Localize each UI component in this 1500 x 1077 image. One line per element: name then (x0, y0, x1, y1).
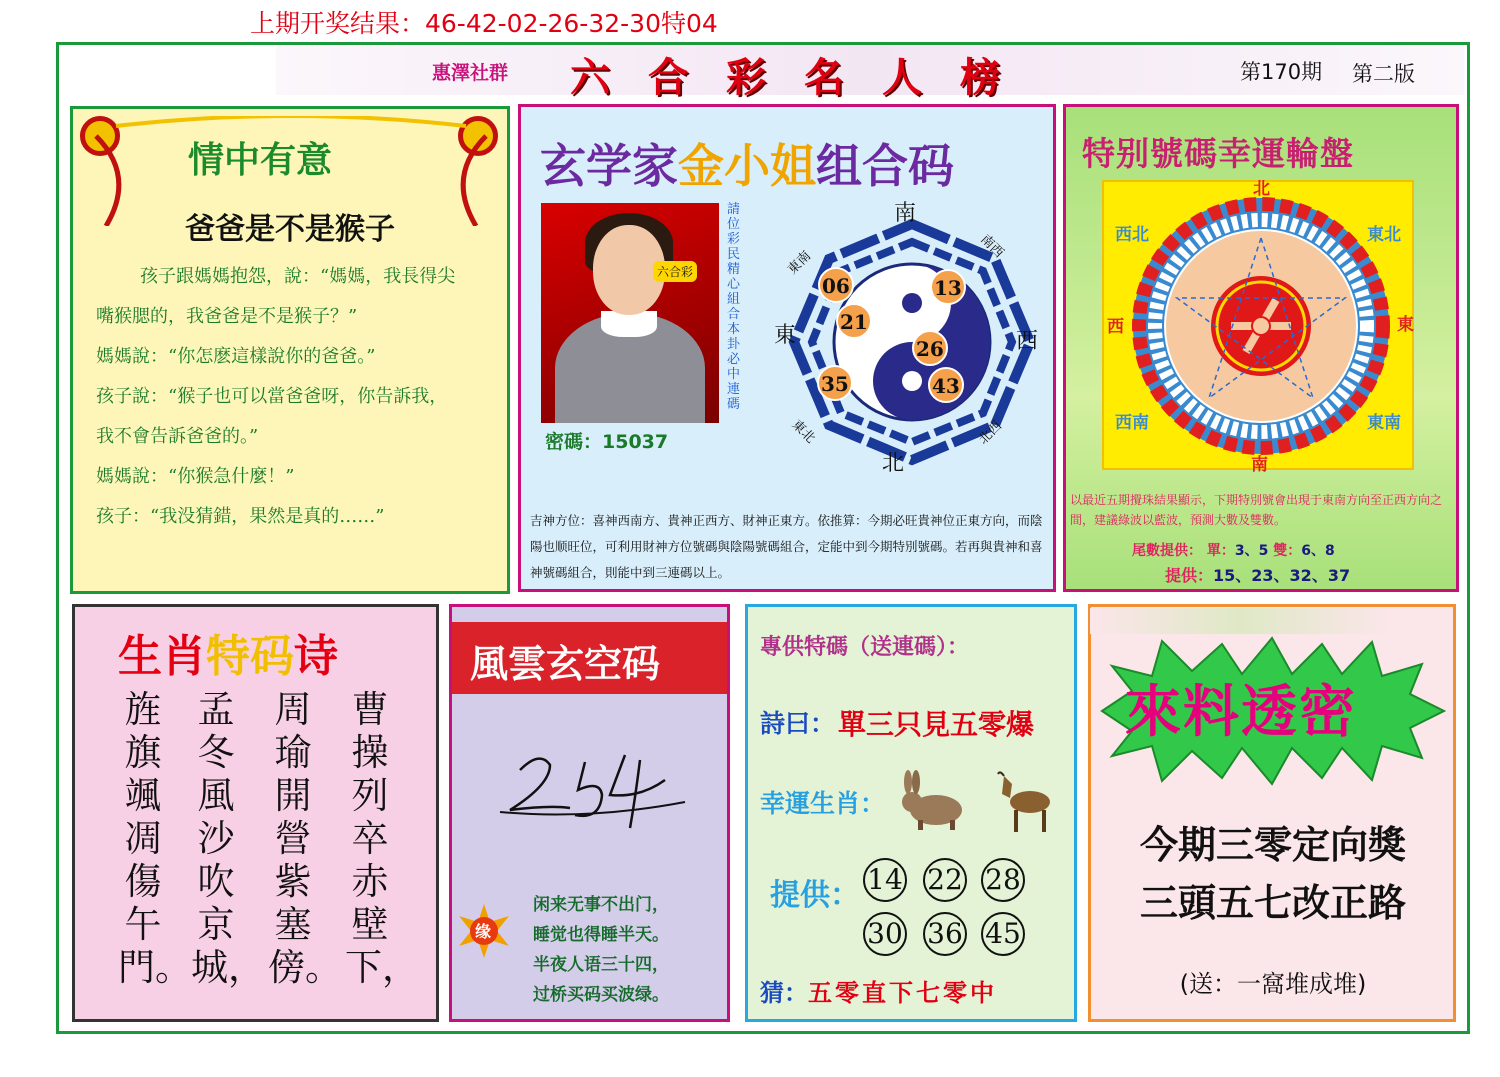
guess-line (760, 973, 997, 1008)
edition-label: 第二版 (1352, 62, 1415, 86)
wheel-southwest: 西南 (1115, 413, 1149, 433)
issue-number: 第170期 (1240, 60, 1323, 84)
bagua-number: 13 (934, 276, 962, 300)
combo-vertical-text: 請位彩民精心組合本卦必中連碼 (727, 202, 741, 412)
handwritten-signature (490, 740, 690, 830)
fate-badge-label: 缘 (475, 922, 492, 941)
bagua-number: 43 (932, 374, 960, 398)
bagua-number: 21 (840, 310, 868, 334)
provide-label: 提供： (770, 878, 860, 913)
wheel-northwest: 西北 (1115, 225, 1149, 245)
special-number: 14 (863, 858, 907, 902)
poem-title (118, 620, 338, 684)
bagua-northwest: 北西 (975, 418, 1005, 448)
bagua-diagram (770, 192, 1054, 476)
tail-double-value: 6、8 (1301, 543, 1335, 559)
poem-title-part: 特码 (206, 631, 294, 682)
poem-column: 周瑜開營紫塞傍。 (268, 688, 342, 989)
poem-column: 旌旗颯凋傷午門。 (118, 688, 192, 989)
wheel-southeast: 東南 (1367, 413, 1401, 433)
bagua-east: 東 (774, 323, 797, 348)
spokeswoman-photo (541, 203, 719, 423)
wheel-east: 東 (1397, 315, 1414, 335)
inside-info-title: 來料透密 (1125, 680, 1357, 745)
bagua-southeast: 東南 (785, 248, 815, 278)
inside-info-line: 三頭五七改正路 (1139, 881, 1406, 925)
bagua-southwest: 南西 (977, 231, 1007, 261)
joke-headline: 爸爸是不是猴子 (185, 212, 395, 247)
bagua-number: 26 (916, 337, 944, 361)
xuankong-poem-line: 睡觉也得睡半天。 (533, 925, 669, 945)
poem-label: 詩曰： (760, 709, 836, 738)
poem-title-part: 生肖 (118, 631, 206, 682)
xuankong-poem-line: 半夜人语三十四， (533, 955, 669, 975)
bagua-north: 北 (882, 451, 905, 476)
poem-title-part: 诗 (294, 631, 338, 682)
fate-badge-icon (455, 902, 513, 960)
guess-value: 五零直下七零中 (808, 979, 997, 1007)
lucky-wheel (1105, 180, 1417, 472)
blur-strip (1090, 608, 1390, 634)
last-draw-result: 上期开奖结果：46-42-02-26-32-30特04 (250, 9, 718, 38)
bagua-northeast: 東北 (788, 417, 818, 447)
joke-line: 孩子說：“猴子也可以當爸爸呀，你告訴我， (96, 386, 448, 407)
tail-label: 尾數提供： (1132, 543, 1202, 559)
joke-line: 我不會告訴爸爸的。” (96, 426, 259, 447)
provide-label: 提供： (1165, 566, 1214, 585)
guess-label: 猜： (760, 979, 808, 1007)
special-poem: 單三只見五零爆 (838, 708, 1035, 741)
wheel-south: 南 (1251, 455, 1268, 472)
joke-line: 嘴猴腮的，我爸爸是不是猴子？” (96, 306, 358, 327)
page-title: 六合彩名人榜 (570, 54, 1038, 101)
wheel-provide (1165, 563, 1350, 586)
xuankong-poem-line: 过桥买码买波绿。 (533, 985, 669, 1005)
combo-title-part: 组合码 (816, 139, 954, 193)
combo-description: 吉神方位：喜神西南方、貴神正西方、財神正東方。依推算：今期必旺貴神位正東方向，而陰陽也顺旺位，可利用財神方位號碼與陰陽號碼組合，定能中到今期特別號碼。若再與貴神和喜神號碼組合，則能中到三連碼以上。 (530, 513, 1043, 580)
wheel-description: 以最近五期攪珠結果顯示，下期特別號會出現于東南方向至正西方向之間，建議綠波以藍波，預測大數及雙數。 (1070, 493, 1443, 527)
lucky-zodiac-label: 幸運生肖： (760, 789, 886, 818)
tail-single-label: 單： (1206, 543, 1235, 559)
combo-title (540, 130, 954, 196)
combo-title-part: 玄学家 (540, 139, 678, 193)
xuankong-poem-line: 闲来无事不出门， (533, 895, 669, 915)
joke-line: 孩子：“我没猜錯，果然是真的……” (96, 506, 385, 527)
provide-value: 15、23、32、37 (1213, 566, 1351, 585)
wheel-title: 特别號碼幸運輪盤 (1082, 134, 1354, 173)
bagua-south: 南 (894, 201, 917, 226)
rabbit-icon (898, 770, 968, 832)
bagua-number: 06 (822, 274, 850, 298)
special-number: 30 (863, 912, 907, 956)
poem-column: 曹操列卒赤壁下， (345, 688, 419, 989)
combo-title-part: 金小姐 (678, 139, 816, 193)
special-number: 36 (923, 912, 967, 956)
joke-line: 媽媽說：“你怎麽這樣說你的爸爸。” (96, 346, 376, 367)
special-number: 45 (981, 912, 1025, 956)
xuankong-title: 風雲玄空码 (470, 642, 661, 686)
inside-info-gift: (送：一窩堆成堆) (1179, 970, 1367, 998)
wheel-tail-numbers (1132, 540, 1335, 560)
joke-line: 媽媽說：“你猴急什麼！” (96, 466, 295, 487)
special-code-heading: 專供特碼（送連碼）： (760, 635, 970, 660)
tail-single-value: 3、5 (1234, 543, 1269, 559)
community-name: 惠澤社群 (432, 62, 509, 84)
photo-tag: 六合彩 (653, 261, 697, 282)
special-number: 22 (923, 858, 967, 902)
tail-double-label: 雙： (1273, 543, 1302, 559)
wheel-north: 北 (1253, 180, 1270, 199)
wheel-northeast: 東北 (1367, 225, 1401, 245)
joke-line: 孩子跟媽媽抱怨，說：“媽媽，我長得尖 (140, 266, 456, 287)
xuankong-poem (533, 890, 733, 1010)
goat-icon (996, 770, 1056, 834)
bagua-number: 35 (821, 372, 849, 396)
joke-section-title: 情中有意 (187, 140, 332, 181)
wheel-west: 西 (1107, 317, 1124, 337)
combo-password: 密碼：15037 (545, 431, 669, 453)
bagua-west: 西 (1016, 329, 1039, 354)
special-number: 28 (981, 858, 1025, 902)
inside-info-line: 今期三零定向獎 (1139, 823, 1406, 867)
poem-column: 孟冬風沙吹京城， (191, 688, 265, 989)
